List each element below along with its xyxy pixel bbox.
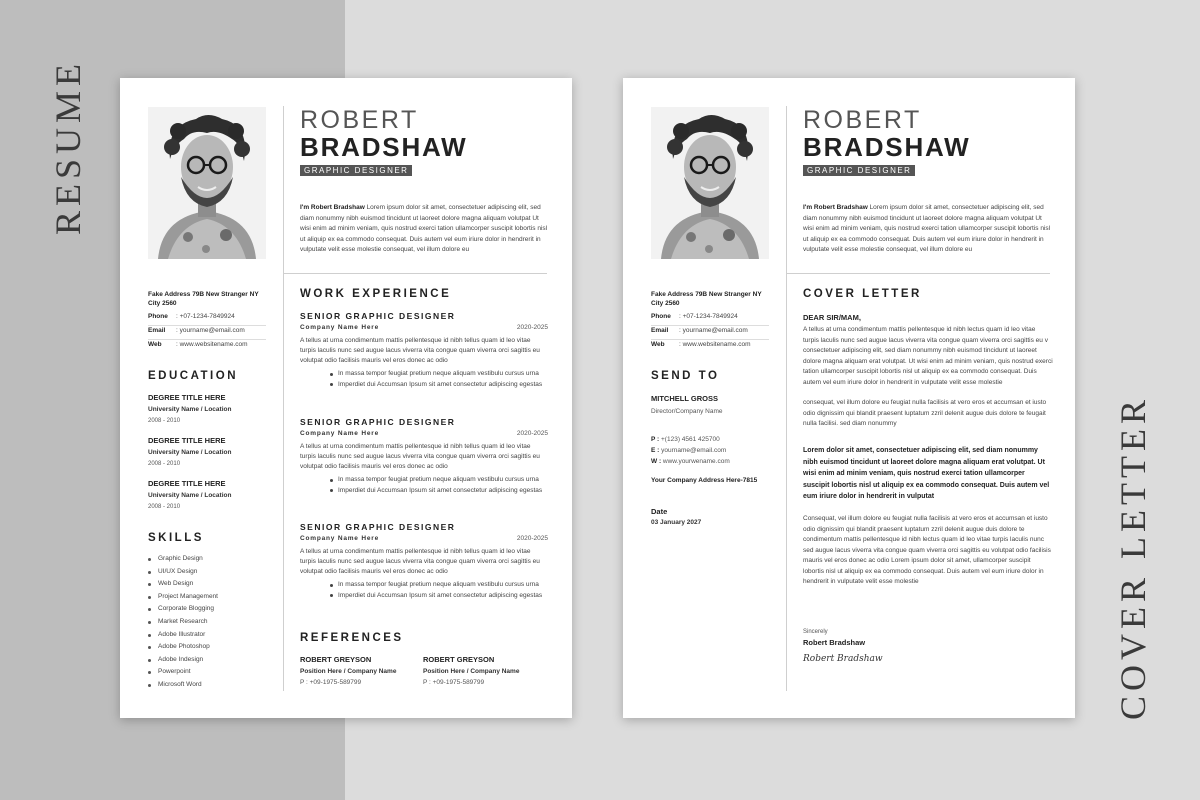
recipient-web-label: W : <box>651 458 662 465</box>
letter-paragraph-1: A tellus at urna condimentum mattis pellentesque id nibh lectus quam id leo vitae turpis laculis nunc sed augue lacus viverra vita congue quam viverra orci sagittis eu v consectetuer adipiscing elit, sed diam nonummy nibh euismod tincidunt ut laoreet dolore magna aliquam erat volutpat. Ut wisi enim ad minim veniam, quis nostrud exerci tation ullamcorper suscipit lobortis nisl ut aliquip ex ea commodo consequat. Duis autem vel eum iriure dolor in hendrerit in vulputate velit esse molestie <box>803 326 1053 386</box>
recipient-phone-label: P : <box>651 436 660 443</box>
bio-intro: I'm Robert Bradshaw <box>300 204 365 211</box>
job-company <box>300 535 548 542</box>
job-bullets <box>300 580 548 601</box>
reference-phone: P : +09-1975-589799 <box>300 679 362 686</box>
job-dates: 2020-2025 <box>516 324 548 331</box>
portrait-image <box>148 107 266 259</box>
reference-position: Position Here / Company Name <box>423 668 520 675</box>
email-label: Email <box>651 327 669 334</box>
skill-item: Microsoft Word <box>148 681 218 694</box>
email-value: : yourname@email.com <box>679 327 748 334</box>
job-title: SENIOR GRAPHIC DESIGNER <box>300 522 456 532</box>
web-value: : www.websitename.com <box>679 341 751 348</box>
job-dates: 2020-2025 <box>516 430 548 437</box>
job-bullet: In massa tempor feugiat pretium neque aliquam vestibulu cursus urna <box>338 475 548 486</box>
cover-letter-side-label: COVER LETTER <box>1113 395 1153 720</box>
skill-item: Adobe Illustrator <box>148 631 218 644</box>
job-title: SENIOR GRAPHIC DESIGNER <box>300 417 456 427</box>
skill-item: UI/UX Design <box>148 568 218 581</box>
resume-side-label: RESUME <box>48 58 88 235</box>
reference-name: ROBERT GREYSON <box>300 655 372 664</box>
degree-school-2: University Name / Location <box>148 449 232 456</box>
degree-years-2: 2008 - 2010 <box>148 461 181 467</box>
contact-phone-row <box>651 312 769 326</box>
contact-email-row <box>651 326 769 340</box>
job-bullets <box>300 369 548 390</box>
vertical-divider <box>283 106 284 691</box>
horizontal-divider <box>786 273 1050 274</box>
signature: Robert Bradshaw <box>803 654 883 664</box>
skill-item: Adobe Indesign <box>148 656 218 669</box>
job-entry-1 <box>300 311 548 390</box>
date-label: Date <box>651 507 668 516</box>
reference-1 <box>300 655 415 686</box>
degree-school-1: University Name / Location <box>148 406 232 413</box>
bio-intro: I'm Robert Bradshaw <box>803 204 868 211</box>
reference-phone: P : +09-1975-589799 <box>423 679 485 686</box>
recipient-email <box>651 447 726 454</box>
job-bullet: In massa tempor feugiat pretium neque aliquam vestibulu cursus urna <box>338 369 548 380</box>
references-heading: REFERENCES <box>300 632 404 644</box>
web-value: : www.websitename.com <box>176 341 248 348</box>
reference-name: ROBERT GREYSON <box>423 655 495 664</box>
contact-email-row <box>148 326 266 340</box>
web-label: Web <box>651 341 665 348</box>
phone-label: Phone <box>651 313 671 320</box>
skill-item: Graphic Design <box>148 555 218 568</box>
sincerely-label: Sincerely <box>803 629 828 635</box>
vertical-divider <box>786 106 787 691</box>
recipient-web <box>651 458 730 465</box>
profile-photo <box>148 107 266 259</box>
contact-address: Fake Address 79B New Stranger NY City 2560 <box>148 291 259 307</box>
job-bullet: In massa tempor feugiat pretium neque aliquam vestibulu cursus urna <box>338 580 548 591</box>
cover-letter-heading: COVER LETTER <box>803 288 922 300</box>
recipient-address: Your Company Address Here-7815 <box>651 477 758 484</box>
role-badge: GRAPHIC DESIGNER <box>803 165 915 176</box>
job-bullet: Imperdiet dui Accumsan Ipsum sit amet consectetur adipiscing egestas <box>338 591 548 602</box>
signoff-name: Robert Bradshaw <box>803 638 866 647</box>
bio-body: Lorem ipsum dolor sit amet, consectetuer adipiscing elit, sed diam nonummy nibh euismod tincidunt ut laoreet dolore magna aliquam volutpat Ut wisi enim ad minim veniam, quis nostrud exerci tation ullamcorper suscipit lobortis nisl ut aliquip ex ea commodo consequat. Duis autem vel eum iriure dolor in hendrerit in vulputate velit esse molestie consequat, vel illum dolore eu <box>300 204 548 253</box>
skill-item: Corporate Blogging <box>148 605 218 618</box>
recipient-phone-value: +(123) 4561 425700 <box>659 436 720 443</box>
web-label: Web <box>148 341 162 348</box>
skill-item: Market Research <box>148 618 218 631</box>
bio-text <box>300 203 550 256</box>
first-name: ROBERT <box>803 106 922 134</box>
skill-item: Adobe Photoshop <box>148 643 218 656</box>
letter-paragraph-3: Lorem dolor sit amet, consectetuer adipiscing elit, sed diam nonummy nibh euismod tincidunt ut laoreet dolore magna aliquam erat volutpat. Ut wisi enim ad minim veniam, quis nostrud exerci tation ullamcorper suscipit lobortis nisl ut aliquip ex ea commodo consequat. Duis autem vel eum iriure dolor in hendrerit in vulputat <box>803 447 1050 500</box>
degree-school-3: University Name / Location <box>148 492 232 499</box>
phone-value: : +07-1234-7849924 <box>176 313 235 320</box>
recipient-web-value: www.yourwename.com <box>661 458 730 465</box>
contact-phone-row <box>148 312 266 326</box>
phone-value: : +07-1234-7849924 <box>679 313 738 320</box>
cover-letter-page <box>623 78 1075 718</box>
job-dates: 2020-2025 <box>516 535 548 542</box>
bio-text <box>803 203 1053 256</box>
profile-photo <box>651 107 769 259</box>
job-description: A tellus at urna condimentum mattis pellentesque id nibh tellus quam id leo vitae turpis laculis nunc sed augue lacus viverra vita congue quam viverra orci sagittis eu volutpat odio facilisis mauris vel eros donec ac odio <box>300 548 540 575</box>
phone-label: Phone <box>148 313 168 320</box>
skills-list <box>148 555 218 694</box>
send-to-heading: SEND TO <box>651 370 720 382</box>
degree-title-2: DEGREE TITLE HERE <box>148 436 226 445</box>
skill-item: Powerpoint <box>148 668 218 681</box>
job-entry-3 <box>300 522 548 601</box>
degree-title-1: DEGREE TITLE HERE <box>148 393 226 402</box>
last-name: BRADSHAW <box>300 132 468 162</box>
job-entry-2 <box>300 417 548 496</box>
skill-item: Project Management <box>148 593 218 606</box>
bio-body: Lorem ipsum dolor sit amet, consectetuer adipiscing elit, sed diam nonummy nibh euismod tincidunt ut laoreet dolore magna aliquam volutpat Ut wisi enim ad minim veniam, quis nostrud exerci tation ullamcorper suscipit lobortis nisl ut aliquip ex ea commodo consequat. Duis autem vel eum iriure dolor in hendrerit in vulputate velit esse molestie consequat, vel illum dolore eu <box>803 204 1051 253</box>
job-company <box>300 430 548 437</box>
role-badge: GRAPHIC DESIGNER <box>300 165 412 176</box>
recipient-phone <box>651 436 720 443</box>
recipient-email-label: E : <box>651 447 660 454</box>
greeting: DEAR SIR/MAM, <box>803 313 861 322</box>
email-label: Email <box>148 327 166 334</box>
job-company <box>300 324 548 331</box>
contact-web-row <box>148 340 266 354</box>
last-name: BRADSHAW <box>803 132 971 162</box>
degree-years-3: 2008 - 2010 <box>148 504 181 510</box>
letter-paragraph-4: Consequat, vel illum dolore eu feugiat nulla facilisis at vero eros et accumsan et iusto odio dignissim qui blandit praesent luptatum zzril delenit augue duis dolore te condimentum mattis pellentesque id nibh lectus quam id leo vitae turpis laculis nunc sed augue lacus viverra vita congue quam viverra orci sagittis eu volutpat odio facilisis mauris vel eros donec ac odio Lorem ipsum dolor sit amet, ullamcorper suscipit lobortis nisl ut aliquip ex ea commodo consequat. Duis autem vel eum iriure dolor in hendrerit in vulputate velit esse molestie <box>803 515 1051 585</box>
recipient-name: MITCHELL GROSS <box>651 394 718 403</box>
job-bullets <box>300 475 548 496</box>
degree-title-3: DEGREE TITLE HERE <box>148 479 226 488</box>
work-experience-heading: WORK EXPERIENCE <box>300 288 452 300</box>
contact-address: Fake Address 79B New Stranger NY City 2560 <box>651 291 762 307</box>
education-heading: EDUCATION <box>148 370 239 382</box>
company-name: Company Name Here <box>300 430 379 437</box>
job-bullet: Imperdiet dui Accumsan Ipsum sit amet consectetur adipiscing egestas <box>338 380 548 391</box>
recipient-email-value: yourname@email.com <box>659 447 727 454</box>
job-description: A tellus at urna condimentum mattis pellentesque id nibh tellus quam id leo vitae turpis laculis nunc sed augue lacus viverra vita congue quam viverra orci sagittis eu volutpat odio facilisis mauris vel eros donec ac odio <box>300 443 540 470</box>
letter-paragraph-2: consequat, vel illum dolore eu feugiat nulla facilisis at vero eros et accumsan et iusto odio dignissim qui blandit praesent luptatum zzril delenit augue duis dolore te feugait nulla facilisi. sed diam nonummy <box>803 399 1047 427</box>
degree-years-1: 2008 - 2010 <box>148 418 181 424</box>
first-name: ROBERT <box>300 106 419 134</box>
job-bullet: Imperdiet dui Accumsan Ipsum sit amet consectetur adipiscing egestas <box>338 486 548 497</box>
reference-position: Position Here / Company Name <box>300 668 397 675</box>
portrait-image <box>651 107 769 259</box>
skill-item: Web Design <box>148 580 218 593</box>
recipient-role: Director/Company Name <box>651 408 723 415</box>
horizontal-divider <box>283 273 547 274</box>
resume-page <box>120 78 572 718</box>
email-value: : yourname@email.com <box>176 327 245 334</box>
date-value: 03 January 2027 <box>651 519 702 526</box>
job-title: SENIOR GRAPHIC DESIGNER <box>300 311 456 321</box>
reference-2 <box>423 655 538 686</box>
company-name: Company Name Here <box>300 324 379 331</box>
job-description: A tellus at urna condimentum mattis pellentesque id nibh tellus quam id leo vitae turpis laculis nunc sed augue lacus viverra vita congue quam viverra orci sagittis eu volutpat odio facilisis mauris vel eros donec ac odio <box>300 337 540 364</box>
contact-web-row <box>651 340 769 354</box>
company-name: Company Name Here <box>300 535 379 542</box>
skills-heading: SKILLS <box>148 532 204 544</box>
